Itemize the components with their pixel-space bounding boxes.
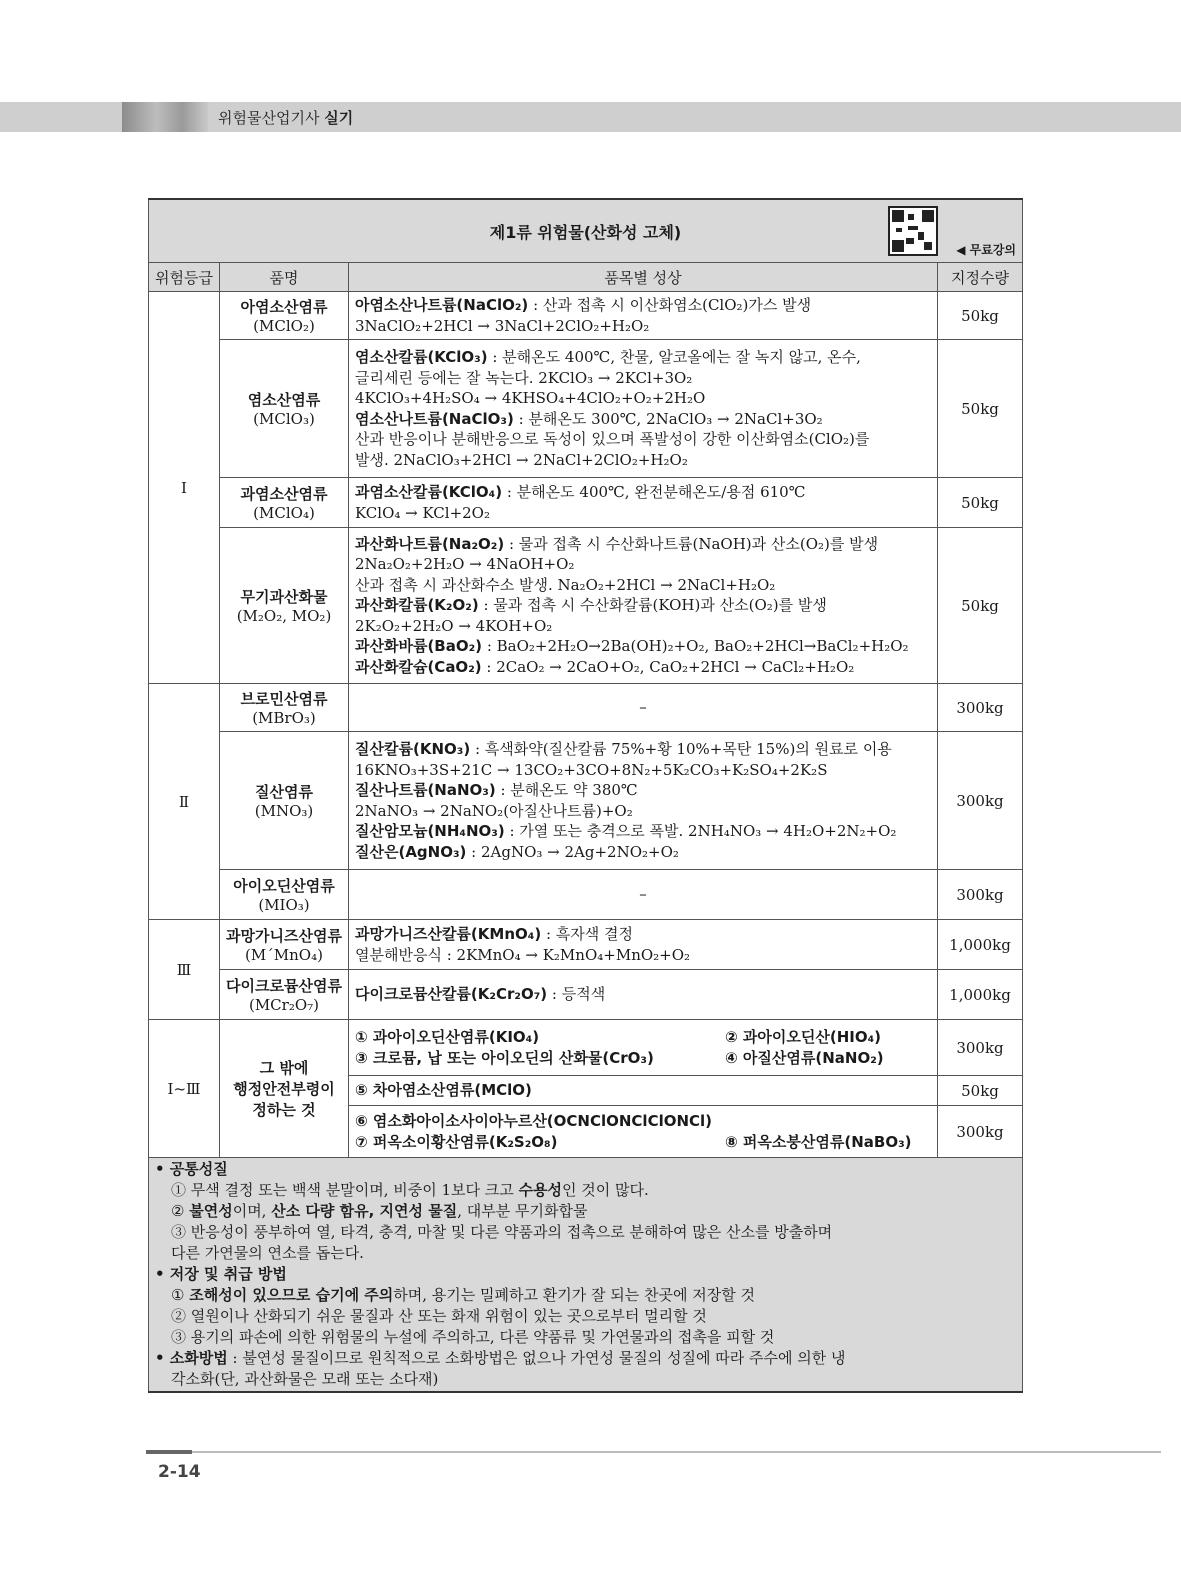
- item-name-cell: [220, 292, 349, 340]
- item-formula: (MClO₂): [253, 317, 315, 335]
- property-text: : 2AgNO₃ → 2Ag+2NO₂+O₂: [466, 842, 679, 861]
- footer-rule-accent: [146, 1450, 192, 1454]
- property-text: : 산과 접촉 시 이산화염소(ClO₂)가스 발생: [528, 296, 812, 314]
- item-name: 아염소산염류: [240, 298, 328, 316]
- property-line: [355, 595, 931, 616]
- property-line: [355, 801, 931, 822]
- item-left: ⑦ 퍼옥소이황산염류(K₂S₂O₈): [355, 1132, 558, 1151]
- property-line: [355, 575, 931, 596]
- property-line: [355, 924, 931, 945]
- item-formula: (MClO₄): [253, 504, 315, 522]
- note-emphasis: 수용성: [518, 1181, 563, 1199]
- note-line: [155, 1243, 1016, 1264]
- property-text: 글리세린 등에는 잘 녹는다. 2KClO₃ → 2KCl+3O₂: [355, 368, 693, 387]
- property-text: : 등적색: [547, 985, 606, 1004]
- item-formula: (MNO₃): [254, 802, 314, 820]
- quantity-cell: 50kg: [938, 292, 1023, 340]
- property-line: [355, 503, 931, 524]
- table-title-cell: [149, 199, 1023, 263]
- table-row: [149, 292, 1023, 340]
- item-formula: (MBrO₃): [252, 709, 316, 727]
- property-text: 4KClO₃+4H₂SO₄ → 4KHSO₄+4ClO₂+O₂+2H₂O: [355, 389, 706, 407]
- property-text: 16KNO₃+3S+21C → 13CO₂+3CO+8N₂+5K₂CO₃+K₂SO₄+2K₂S: [355, 760, 828, 779]
- note-text: 다른 가연물의 연소를 돕는다.: [171, 1244, 364, 1262]
- property-text: : 가열 또는 충격으로 폭발. 2NH₄NO₃ → 4H₂O+2N₂+O₂: [504, 822, 897, 840]
- item-name-cell: [220, 528, 349, 684]
- property-text: 산과 접촉 시 과산화수소 발생. Na₂O₂+2HCl → 2NaCl+H₂O₂: [355, 575, 776, 594]
- properties-cell: [349, 920, 938, 970]
- properties-cell: [349, 478, 938, 528]
- property-line: [355, 388, 931, 409]
- item-left: ① 과아이오딘산염류(KIO₄): [355, 1028, 540, 1046]
- item-left: ⑥ 염소화아이소사이아누르산(OCNClONClClONCl): [355, 1112, 713, 1130]
- item-right: [725, 1080, 931, 1101]
- item-right: ④ 아질산염류(NaNO₂): [725, 1048, 884, 1067]
- item-name-line: 그 밖에: [259, 1059, 309, 1077]
- item-right: ② 과아이오딘산(HIO₄): [725, 1028, 882, 1046]
- property-text: : 흑자색 결정: [541, 925, 633, 943]
- property-text: 2NaNO₃ → 2NaNO₂(아질산나트륨)+O₂: [355, 801, 633, 820]
- table-row: [149, 478, 1023, 528]
- item-name-cell: [220, 970, 349, 1020]
- property-text: 산과 반응이나 분해반응으로 독성이 있으며 폭발성이 강한 이산화염소(ClO₂)를: [355, 430, 870, 448]
- substance-name: 과망가니즈산칼륨(KMnO₄): [355, 925, 542, 943]
- property-text: : 2CaO₂ → 2CaO+O₂, CaO₂+2HCl → CaCl₂+H₂O₂: [481, 657, 855, 676]
- item-formula: (MIO₃): [258, 896, 310, 914]
- substance-name: 질산나트륨(NaNO₃): [355, 781, 496, 799]
- property-text: 열분해반응식 : 2KMnO₄ → K₂MnO₄+MnO₂+O₂: [355, 945, 691, 964]
- item-name-cell: [220, 684, 349, 732]
- properties-cell: –: [349, 684, 938, 732]
- property-text: : 분해온도 300℃, 2NaClO₃ → 2NaCl+3O₂: [513, 409, 823, 428]
- table-row: [149, 528, 1023, 684]
- col-properties: 품목별 성상: [349, 263, 938, 292]
- property-line: [355, 409, 931, 430]
- item-name-cell: [220, 732, 349, 870]
- substance-name: 과산화칼슘(CaO₂): [355, 657, 482, 676]
- properties-cell: [349, 1020, 938, 1076]
- properties-cell: [349, 292, 938, 340]
- table-row: [149, 684, 1023, 732]
- note-text: ①: [171, 1286, 190, 1304]
- properties-cell: [349, 732, 938, 870]
- property-line: [355, 616, 931, 637]
- properties-cell: [349, 1076, 938, 1106]
- property-line: [355, 316, 931, 337]
- grade-cell: Ⅱ: [149, 684, 220, 920]
- item-name: 아이오딘산염류: [233, 877, 335, 895]
- quantity-cell: 1,000kg: [938, 920, 1023, 970]
- property-text: : 분해온도 400℃, 찬물, 알코올에는 잘 녹지 않고, 온수,: [487, 348, 861, 366]
- property-text: : 물과 접촉 시 수산화칼륨(KOH)과 산소(O₂)를 발생: [478, 596, 827, 615]
- note-text: 이며,: [232, 1202, 272, 1220]
- note-text: ③ 반응성이 풍부하여 열, 타격, 충격, 마찰 및 다른 약품과의 접촉으로 분해하여 많은 산소를 방출하며: [171, 1223, 833, 1241]
- running-header: [0, 102, 1181, 132]
- item-name: 질산염류: [255, 783, 313, 801]
- property-line: [355, 482, 931, 503]
- grade-cell: Ⅲ: [149, 920, 220, 1020]
- item-line: [355, 1048, 931, 1069]
- property-line: [355, 368, 931, 389]
- item-left: ⑤ 차아염소산염류(MClO): [355, 1081, 532, 1100]
- quantity-cell: 300kg: [938, 732, 1023, 870]
- item-line: [355, 1132, 931, 1153]
- substance-name: 다이크로뮴산칼륨(K₂Cr₂O₇): [355, 985, 548, 1004]
- properties-cell: [349, 528, 938, 684]
- page-number: 2-14: [158, 1462, 201, 1482]
- property-text: : 분해온도 약 380℃: [495, 781, 638, 799]
- property-text: : 분해온도 400℃, 완전분해온도/용점 610℃: [502, 483, 806, 501]
- property-line: [355, 739, 931, 760]
- substance-name: 과산화바륨(BaO₂): [355, 637, 483, 656]
- table-row: [149, 920, 1023, 970]
- col-grade: 위험등급: [149, 263, 220, 292]
- item-name-cell: [220, 920, 349, 970]
- item-left: ③ 크로뮴, 납 또는 아이오딘의 산화물(CrO₃): [355, 1048, 654, 1067]
- item-name-cell: [220, 1020, 349, 1158]
- item-name-cell: [220, 340, 349, 478]
- grade-cell: Ⅰ: [149, 292, 220, 684]
- note-emphasis: 조해성이 있으므로 습기에 주의: [189, 1286, 394, 1304]
- property-text: 발생. 2NaClO₃+2HCl → 2NaCl+2ClO₂+H₂O₂: [355, 450, 688, 469]
- item-line: [355, 1111, 931, 1132]
- item-right: [725, 1111, 931, 1132]
- free-lecture-link[interactable]: ◀ 무료강의: [956, 243, 1016, 257]
- header-title: 위험물산업기사 실기: [218, 109, 354, 127]
- properties-cell: [349, 1106, 938, 1158]
- properties-cell: [349, 970, 938, 1020]
- table-row: [149, 732, 1023, 870]
- item-name: 브로민산염류: [240, 690, 328, 708]
- note-text: ③ 용기의 파손에 의한 위험물의 누설에 주의하고, 다른 약품류 및 가연물과의 접촉을 피할 것: [171, 1328, 775, 1346]
- table-title: 제1류 위험물(산화성 고체): [489, 222, 682, 242]
- property-line: [355, 984, 931, 1005]
- property-text: 3NaClO₂+2HCl → 3NaCl+2ClO₂+H₂O₂: [355, 316, 650, 335]
- quantity-cell: 300kg: [938, 870, 1023, 920]
- substance-name: 과염소산칼륨(KClO₄): [355, 483, 503, 501]
- property-line: [355, 347, 931, 368]
- note-emphasis: 불연성: [189, 1202, 233, 1220]
- properties-cell: [349, 340, 938, 478]
- item-name: 무기과산화물: [240, 588, 328, 606]
- substance-name: 과산화나트륨(Na₂O₂): [355, 534, 505, 553]
- properties-cell: –: [349, 870, 938, 920]
- property-line: [355, 534, 931, 555]
- item-right: ⑧ 퍼옥소붕산염류(NaBO₃): [725, 1132, 912, 1151]
- table-row: [149, 970, 1023, 1020]
- substance-name: 아염소산나트륨(NaClO₂): [355, 296, 529, 314]
- property-text: 2K₂O₂+2H₂O → 4KOH+O₂: [355, 616, 553, 635]
- note-text: ②: [171, 1202, 190, 1220]
- substance-name: 질산은(AgNO₃): [355, 842, 467, 861]
- property-line: [355, 636, 931, 657]
- item-formula: (MCr₂O₇): [248, 996, 320, 1014]
- col-quantity: 지정수량: [938, 263, 1023, 292]
- col-item: 품명: [220, 263, 349, 292]
- common-notes: • 공통성질 ① 무색 결정 또는 백색 분말이며, 비중이 1보다 크고 수용성인 것이 많다. ② 불연성이며, 산소 다량 함유, 지연성 물질, 대부분 무기화합물 ③ 반응성이 풍부하여 열, 타격, 충격, 마찰 및 다른 약품과의 접촉으로 분해하여 많은 산소를 방출하며 다른 가연물의 연소를 돕는다. • 저장 및 취급 방법 ① 조해성이 있으므로 습기에 주의하며, 용기는 밀폐하고 환기가 잘 되는 찬곳에 저장할 것 ② 열원이나 산화되기 쉬운 물질과 산 또는 화재 위험이 있는 곳으로부터 멀리할 것 ③ 용기의 파손에 의한 위험물의 누설에 주의하고, 다른 약품류 및 가연물과의 접촉을 피할 것 • 소화방법 : 불연성 물질이므로 원칙적으로 소화방법은 없으나 가연성 물질의 성질에 따라 주수에 의한 냉 각소화(단, 과산화물은 모래 또는 소다재): [149, 1158, 1023, 1393]
- item-name: 과망가니즈산염류: [226, 927, 342, 945]
- item-name: 다이크로뮴산염류: [226, 977, 342, 995]
- quantity-cell: 1,000kg: [938, 970, 1023, 1020]
- note-text: 인 것이 많다.: [562, 1181, 649, 1199]
- item-name-cell: [220, 478, 349, 528]
- property-text: : 물과 접촉 시 수산화나트륨(NaOH)과 산소(O₂)를 발생: [504, 534, 879, 553]
- qr-code-icon[interactable]: [888, 206, 938, 256]
- item-line: [355, 1080, 931, 1101]
- substance-name: 과산화칼륨(K₂O₂): [355, 596, 479, 615]
- property-line: [355, 554, 931, 575]
- item-name-cell: [220, 870, 349, 920]
- substance-name: 염소산나트륨(NaClO₃): [355, 409, 514, 428]
- property-line: [355, 842, 931, 863]
- substance-name: 질산암모늄(NH₄NO₃): [355, 822, 505, 840]
- item-name: 과염소산염류: [240, 485, 328, 503]
- property-line: [355, 780, 931, 801]
- table-row: [149, 1020, 1023, 1076]
- property-line: [355, 945, 931, 966]
- note-line: [155, 1327, 1016, 1348]
- table-row: [149, 870, 1023, 920]
- property-line: [355, 760, 931, 781]
- item-line: [355, 1027, 931, 1048]
- item-formula: (MClO₃): [253, 410, 315, 428]
- note-emphasis: 산소 다량 함유, 지연성 물질: [271, 1202, 458, 1220]
- hazard-table: [148, 198, 1023, 1393]
- item-formula: (M₂O₂, MO₂): [236, 607, 332, 625]
- note-line: [155, 1222, 1016, 1243]
- item-name-line: 정하는 것: [252, 1101, 316, 1119]
- property-text: : BaO₂+2H₂O→2Ba(OH)₂+O₂, BaO₂+2HCl→BaCl₂+H₂O₂: [482, 637, 909, 656]
- quantity-cell: 50kg: [938, 478, 1023, 528]
- note-line: [155, 1306, 1016, 1327]
- property-line: [355, 450, 931, 471]
- property-text: KClO₄ → KCl+2O₂: [355, 503, 490, 522]
- quantity-cell: 300kg: [938, 684, 1023, 732]
- note-text: ② 열원이나 산화되기 쉬운 물질과 산 또는 화재 위험이 있는 곳으로부터 멀리할 것: [171, 1307, 707, 1325]
- note-line: [155, 1180, 1016, 1201]
- property-text: 2Na₂O₂+2H₂O → 4NaOH+O₂: [355, 555, 575, 574]
- quantity-cell: 50kg: [938, 340, 1023, 478]
- property-line: [355, 295, 931, 316]
- note-text: , 대부분 무기화합물: [457, 1202, 588, 1220]
- quantity-cell: 300kg: [938, 1020, 1023, 1076]
- item-name: 염소산염류: [247, 391, 321, 409]
- quantity-cell: 300kg: [938, 1106, 1023, 1158]
- note-line: [155, 1285, 1016, 1306]
- header-thumbnail-image: [122, 102, 208, 132]
- substance-name: 질산칼륨(KNO₃): [355, 740, 471, 758]
- property-line: [355, 657, 931, 678]
- footer-rule: [146, 1451, 1161, 1453]
- property-line: [355, 429, 931, 450]
- grade-cell: Ⅰ~Ⅲ: [149, 1020, 220, 1158]
- quantity-cell: 50kg: [938, 1076, 1023, 1106]
- item-formula: (M´MnO₄): [245, 946, 323, 964]
- property-text: : 흑색화약(질산칼륨 75%+황 10%+목탄 15%)의 원료로 이용: [470, 740, 892, 758]
- note-line: [155, 1201, 1016, 1222]
- note-text: ① 무색 결정 또는 백색 분말이며, 비중이 1보다 크고: [171, 1181, 519, 1199]
- quantity-cell: 50kg: [938, 528, 1023, 684]
- table-row: [149, 340, 1023, 478]
- substance-name: 염소산칼륨(KClO₃): [355, 348, 488, 366]
- property-line: [355, 821, 931, 842]
- item-name-line: 행정안전부령이: [233, 1080, 335, 1098]
- note-text: 하며, 용기는 밀폐하고 환기가 잘 되는 찬곳에 저장할 것: [393, 1286, 755, 1304]
